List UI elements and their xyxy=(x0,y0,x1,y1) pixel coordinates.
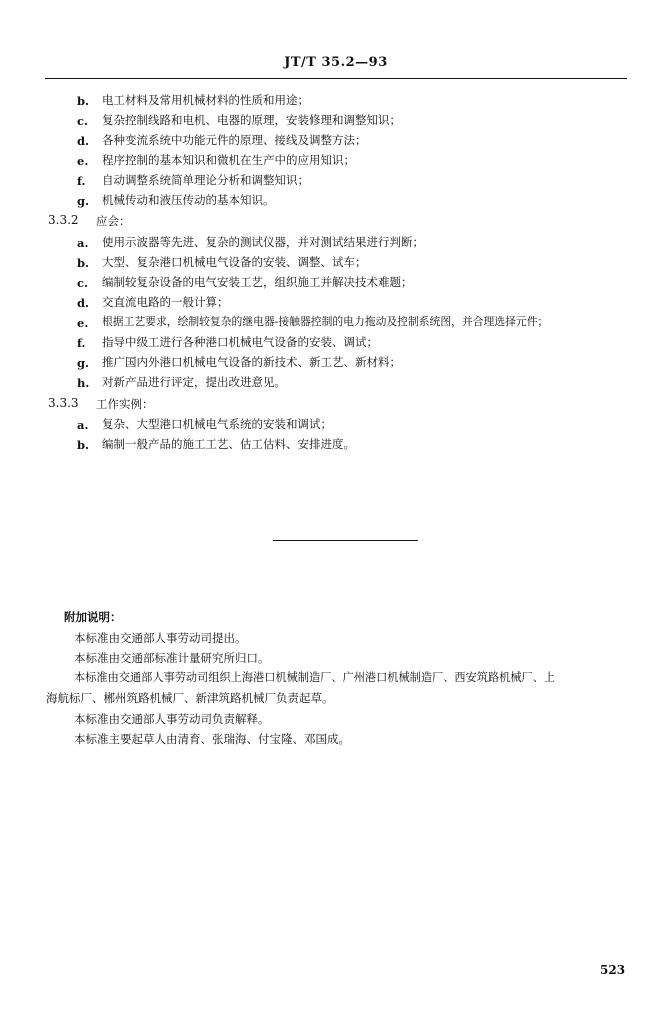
section-title: 应会： xyxy=(96,214,131,228)
list-item-text: 自动调整系统简单理论分析和调整知识； xyxy=(102,173,309,187)
list-item-text: 编制较复杂设备的电气安装工艺，组织施工并解决技术难题； xyxy=(102,275,413,289)
list-item-letter: g. xyxy=(77,356,90,370)
list-item-text: 复杂、大型港口机械电气系统的安装和调试； xyxy=(102,417,332,431)
list-item-text: 交直流电路的一般计算； xyxy=(102,295,229,309)
notes-line: 本标准由交通部标准计量研究所归口。 xyxy=(74,651,270,665)
list-item-text: 编制一般产品的施工工艺、估工估料、安排进度。 xyxy=(102,437,355,451)
notes-line: 本标准由交通部人事劳动司组织上海港口机械制造厂、广州港口机械制造厂、西安筑路机械厂、上 xyxy=(74,671,556,684)
section-number: 3.3.2 xyxy=(48,213,79,227)
list-item-text: 对新产品进行评定，提出改进意见。 xyxy=(102,375,286,389)
notes-line: 本标准主要起草人由清育、张瑞海、付宝隆、邓国成。 xyxy=(74,732,350,746)
list-item-letter: f. xyxy=(77,174,86,188)
list-item-letter: c. xyxy=(77,114,89,128)
list-item-letter: b. xyxy=(77,94,90,108)
list-item-text: 根据工艺要求，绘制较复杂的继电器-接触器控制的电力拖动及控制系统图，并合理选择元件； xyxy=(102,315,549,328)
list-item-letter: a. xyxy=(77,418,89,432)
list-item-text: 复杂控制线路和电机、电器的原理，安装修理和调整知识； xyxy=(102,113,401,127)
list-item-text: 推广国内外港口机械电气设备的新技术、新工艺、新材料； xyxy=(102,355,401,369)
notes-line: 本标准由交通部人事劳动司负责解释。 xyxy=(74,712,270,726)
header-rule xyxy=(45,78,627,79)
list-item-letter: b. xyxy=(77,256,90,270)
list-item-letter: g. xyxy=(77,194,90,208)
section-title: 工作实例： xyxy=(96,397,154,411)
list-item-text: 各种变流系统中功能元件的原理、接线及调整方法； xyxy=(102,133,367,147)
section-number: 3.3.3 xyxy=(48,396,79,410)
list-item-letter: c. xyxy=(77,276,89,290)
notes-line: 本标准由交通部人事劳动司提出。 xyxy=(74,631,247,645)
end-of-text-divider xyxy=(273,540,418,541)
list-item-letter: e. xyxy=(77,316,89,330)
list-item-letter: f. xyxy=(77,336,86,350)
list-item-letter: b. xyxy=(77,438,90,452)
notes-line: 海航标厂、郴州筑路机械厂、新津筑路机械厂负责起草。 xyxy=(46,691,334,705)
standard-code-header: JT/T 35.2—93 xyxy=(284,55,388,70)
list-item-letter: d. xyxy=(77,296,90,310)
list-item-letter: a. xyxy=(77,236,89,250)
list-item-letter: e. xyxy=(77,154,89,168)
list-item-text: 机械传动和液压传动的基本知识。 xyxy=(102,193,275,207)
list-item-text: 指导中级工进行各种港口机械电气设备的安装、调试； xyxy=(102,335,378,349)
list-item-text: 电工材料及常用机械材料的性质和用途； xyxy=(102,93,309,107)
list-item-text: 程序控制的基本知识和微机在生产中的应用知识； xyxy=(102,153,355,167)
list-item-text: 大型、复杂港口机械电气设备的安装、调整、试车； xyxy=(102,255,367,269)
list-item-text: 使用示波器等先进、复杂的测试仪器，并对测试结果进行判断； xyxy=(102,235,424,249)
page-number: 523 xyxy=(600,963,626,977)
list-item-letter: d. xyxy=(77,134,90,148)
list-item-letter: h. xyxy=(77,376,90,390)
notes-title: 附加说明： xyxy=(64,610,122,624)
